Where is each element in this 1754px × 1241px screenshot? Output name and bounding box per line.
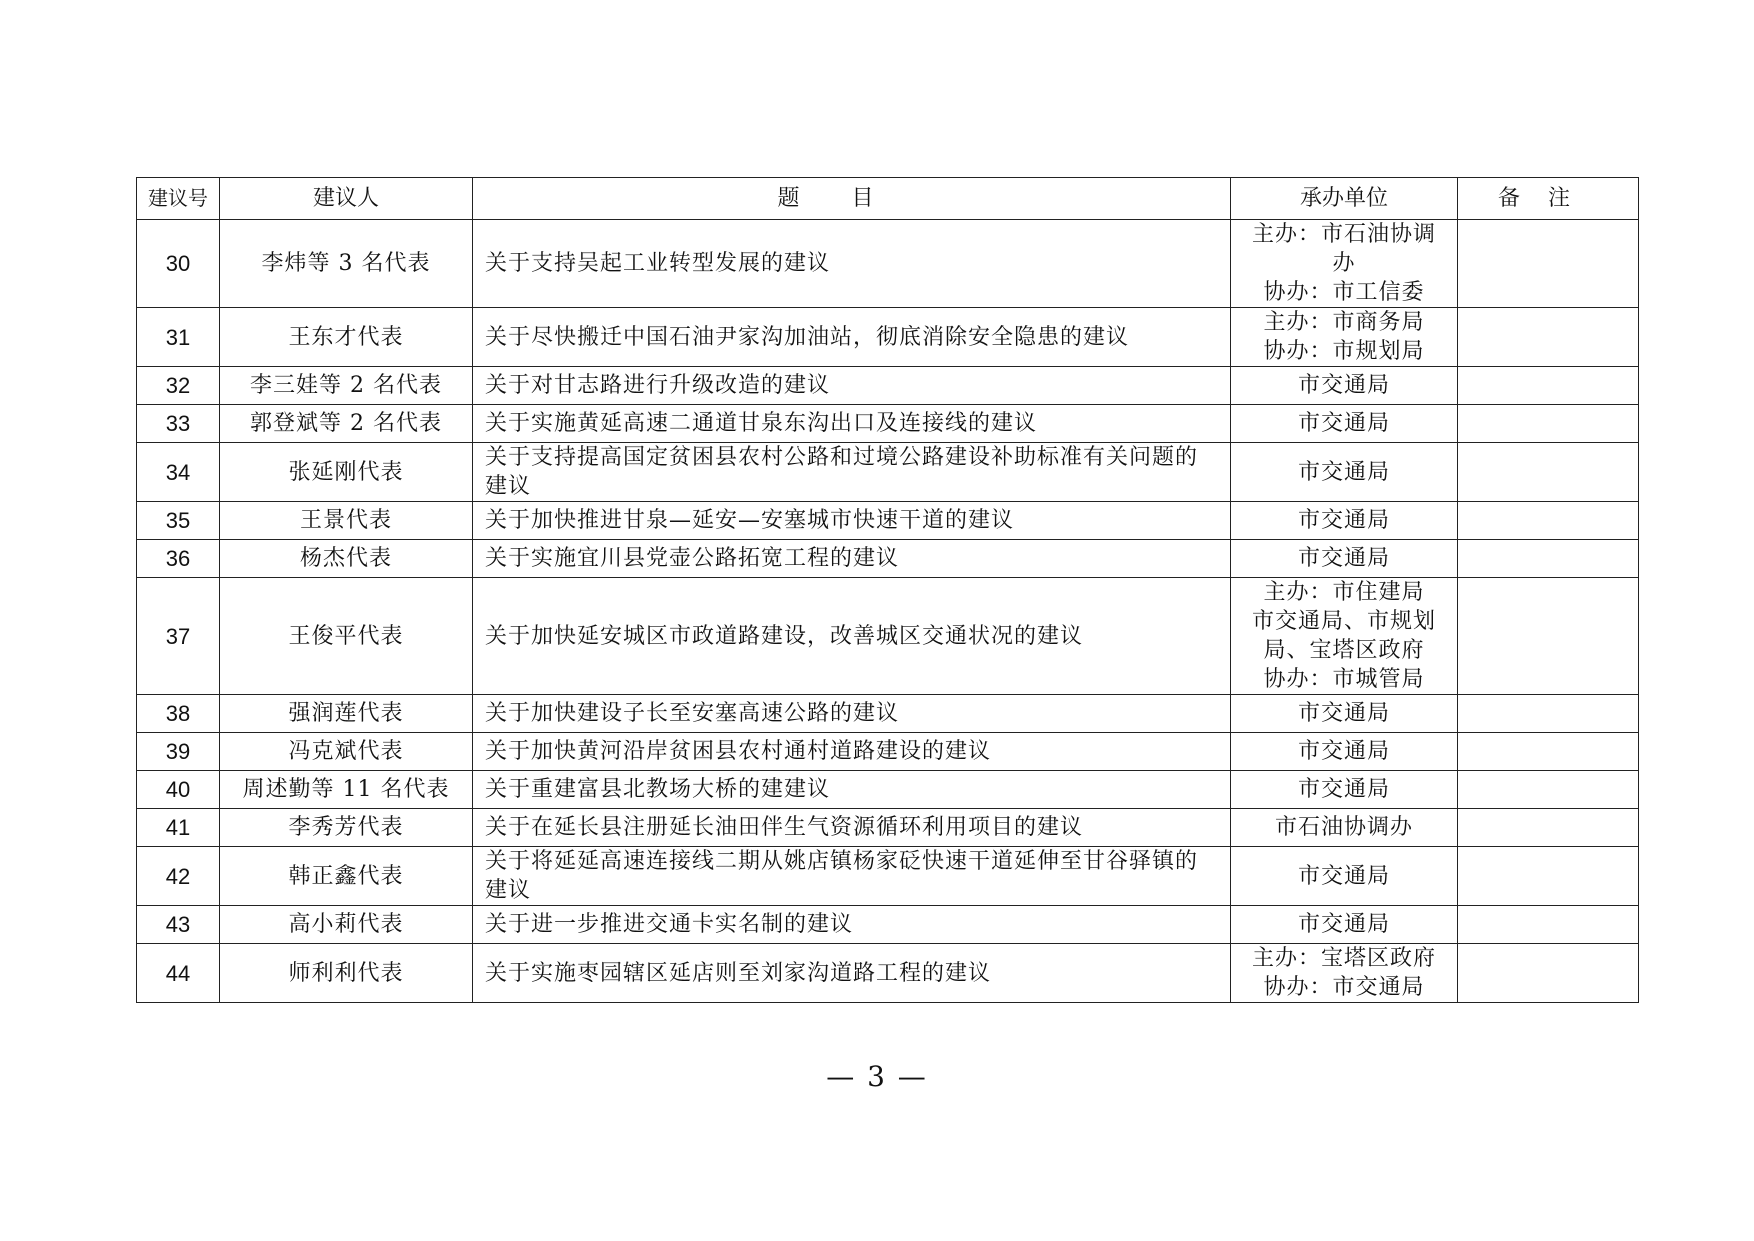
note-cell: [1458, 695, 1639, 733]
table-row: [137, 906, 1639, 944]
handling-unit: [1231, 695, 1458, 733]
handling-unit-line: 主办：市商务局: [1263, 310, 1425, 335]
proposal-number: 40: [137, 771, 220, 809]
handling-unit-line: 市交通局: [1297, 546, 1390, 571]
table-row: [137, 809, 1639, 847]
handling-unit: [1231, 502, 1458, 540]
proposal-title: 关于对甘志路进行升级改造的建议: [473, 367, 1231, 405]
proposal-number: 41: [137, 809, 220, 847]
proposal-title: 关于加快建设子长至安塞高速公路的建议: [473, 695, 1231, 733]
handling-unit-line: 市交通局: [1297, 411, 1390, 436]
proposal-number: 37: [137, 578, 220, 695]
handling-unit: [1231, 443, 1458, 502]
handling-unit-line: 市交通局: [1297, 508, 1390, 533]
table-body: [137, 220, 1639, 1003]
handling-unit-line: 市交通局: [1297, 863, 1390, 889]
table-row: [137, 695, 1639, 733]
handling-unit: [1231, 578, 1458, 695]
proposer-name: 高小莉代表: [220, 906, 473, 944]
proposer-name: 王景代表: [220, 502, 473, 540]
handling-unit: [1231, 733, 1458, 771]
proposal-number: 35: [137, 502, 220, 540]
proposer-name: 周述勤等 11 名代表: [220, 771, 473, 809]
proposal-number: 43: [137, 906, 220, 944]
header-title: 题目: [473, 178, 1231, 220]
proposer-name: 李秀芳代表: [220, 809, 473, 847]
proposal-number: 32: [137, 367, 220, 405]
proposal-title: 关于支持提高国定贫困县农村公路和过境公路建设补助标准有关问题的建议: [473, 443, 1231, 502]
note-cell: [1458, 809, 1639, 847]
header-proposer: 建议人: [220, 178, 473, 220]
handling-unit-line: 市交通局: [1297, 739, 1390, 764]
handling-unit: [1231, 906, 1458, 944]
note-cell: [1458, 367, 1639, 405]
handling-unit-line: 市石油协调办: [1274, 815, 1413, 840]
proposal-title: 关于实施黄延高速二通道甘泉东沟出口及连接线的建议: [473, 405, 1231, 443]
handling-unit-line: 主办：市石油协调办: [1251, 222, 1436, 276]
note-cell: [1458, 540, 1639, 578]
handling-unit: [1231, 944, 1458, 1003]
proposer-name: 张延刚代表: [220, 443, 473, 502]
handling-unit-line: 市交通局: [1297, 912, 1390, 937]
handling-unit: [1231, 847, 1458, 906]
table-row: [137, 944, 1639, 1003]
handling-unit: [1231, 771, 1458, 809]
table-row: [137, 733, 1639, 771]
table-row: [137, 443, 1639, 502]
handling-unit: [1231, 220, 1458, 308]
handling-unit-line: 协办：市城管局: [1263, 667, 1425, 692]
handling-unit-line: 市交通局: [1297, 701, 1390, 726]
table-row: [137, 367, 1639, 405]
note-cell: [1458, 405, 1639, 443]
table-row: [137, 540, 1639, 578]
note-cell: [1458, 771, 1639, 809]
proposer-name: 韩正鑫代表: [220, 847, 473, 906]
proposal-number: 34: [137, 443, 220, 502]
proposals-table: [136, 177, 1639, 1003]
handling-unit-line: 市交通局、市规划: [1251, 609, 1436, 634]
note-cell: [1458, 578, 1639, 695]
table-row: [137, 502, 1639, 540]
handling-unit-line: 协办：市工信委: [1263, 280, 1425, 305]
proposer-name: 王东才代表: [220, 308, 473, 367]
table-row: [137, 220, 1639, 308]
note-cell: [1458, 443, 1639, 502]
note-cell: [1458, 220, 1639, 308]
proposal-title: 关于在延长县注册延长油田伴生气资源循环利用项目的建议: [473, 809, 1231, 847]
handling-unit-line: 局、宝塔区政府: [1263, 638, 1425, 663]
table-row: [137, 847, 1639, 906]
table-row: [137, 308, 1639, 367]
proposer-name: 强润莲代表: [220, 695, 473, 733]
proposal-title: 关于将延延高速连接线二期从姚店镇杨家砭快速干道延伸至甘谷驿镇的建议: [473, 847, 1231, 906]
header-unit: 承办单位: [1231, 178, 1458, 220]
proposer-name: 李炜等 3 名代表: [220, 220, 473, 308]
handling-unit-line: 主办：市住建局: [1263, 580, 1425, 605]
page-number: — 3 —: [826, 1060, 928, 1093]
proposal-number: 39: [137, 733, 220, 771]
note-cell: [1458, 502, 1639, 540]
handling-unit-line: 协办：市规划局: [1263, 339, 1425, 364]
proposal-number: 36: [137, 540, 220, 578]
proposal-title: 关于加快黄河沿岸贫困县农村通村道路建设的建议: [473, 733, 1231, 771]
proposal-title: 关于进一步推进交通卡实名制的建议: [473, 906, 1231, 944]
header-note: 备注: [1458, 178, 1639, 220]
table-row: [137, 578, 1639, 695]
proposal-title: 关于重建富县北教场大桥的建建议: [473, 771, 1231, 809]
table-row: [137, 771, 1639, 809]
header-number: 建议号: [137, 178, 220, 220]
proposer-name: 师利利代表: [220, 944, 473, 1003]
proposal-title: 关于加快延安城区市政道路建设，改善城区交通状况的建议: [473, 578, 1231, 695]
note-cell: [1458, 847, 1639, 906]
handling-unit-line: 市交通局: [1297, 459, 1390, 485]
handling-unit: [1231, 809, 1458, 847]
handling-unit: [1231, 367, 1458, 405]
handling-unit-line: 协办：市交通局: [1263, 975, 1425, 1000]
proposer-name: 冯克斌代表: [220, 733, 473, 771]
proposer-name: 李三娃等 2 名代表: [220, 367, 473, 405]
proposal-title: 关于加快推进甘泉—延安—安塞城市快速干道的建议: [473, 502, 1231, 540]
note-cell: [1458, 733, 1639, 771]
note-cell: [1458, 944, 1639, 1003]
proposal-title: 关于尽快搬迁中国石油尹家沟加油站，彻底消除安全隐患的建议: [473, 308, 1231, 367]
handling-unit: [1231, 405, 1458, 443]
proposal-number: 38: [137, 695, 220, 733]
handling-unit-line: 市交通局: [1297, 777, 1390, 802]
handling-unit-line: 市交通局: [1297, 373, 1390, 398]
proposal-title: 关于实施宜川县党壶公路拓宽工程的建议: [473, 540, 1231, 578]
proposal-number: 31: [137, 308, 220, 367]
proposal-number: 30: [137, 220, 220, 308]
proposal-number: 44: [137, 944, 220, 1003]
proposal-title: 关于支持吴起工业转型发展的建议: [473, 220, 1231, 308]
proposer-name: 郭登斌等 2 名代表: [220, 405, 473, 443]
proposer-name: 杨杰代表: [220, 540, 473, 578]
proposer-name: 王俊平代表: [220, 578, 473, 695]
proposal-title: 关于实施枣园辖区延店则至刘家沟道路工程的建议: [473, 944, 1231, 1003]
table-row: [137, 405, 1639, 443]
proposal-number: 33: [137, 405, 220, 443]
handling-unit: [1231, 540, 1458, 578]
table-header-row: [137, 178, 1639, 220]
note-cell: [1458, 308, 1639, 367]
handling-unit: [1231, 308, 1458, 367]
note-cell: [1458, 906, 1639, 944]
handling-unit-line: 主办：宝塔区政府: [1251, 946, 1436, 971]
proposal-number: 42: [137, 847, 220, 906]
